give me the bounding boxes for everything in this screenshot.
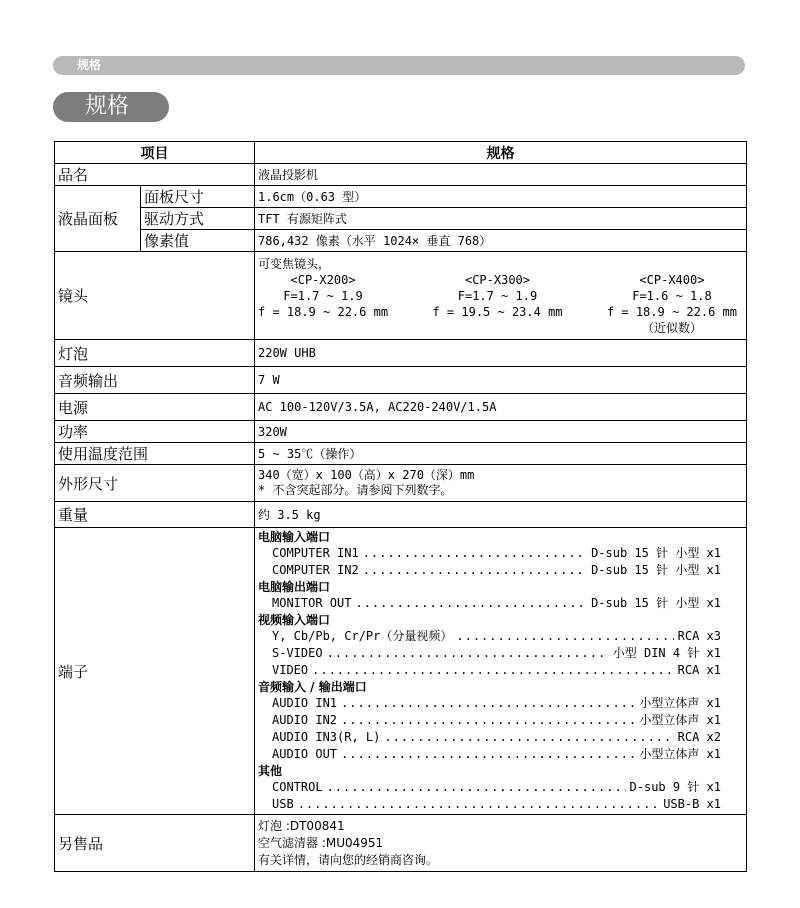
lens-focal: f = 18.9 ~ 22.6 mm (606, 304, 737, 319)
terminal-group-heading: 电脑输入端口 (258, 530, 331, 544)
terminal-item (258, 595, 743, 612)
column-header-spec: 规格 (255, 142, 747, 164)
dot-leader (456, 628, 673, 645)
row-value (255, 465, 747, 502)
lens-fno: F=1.7 ~ 1.9 (457, 288, 538, 303)
dimensions-note: * 不含突起部分。请参阅下列数字。 (258, 483, 453, 497)
sub-label: 面板尺寸 (141, 186, 255, 208)
column-header-item: 项目 (55, 142, 255, 164)
accessory-line: 有关详情，请向您的经销商咨询。 (258, 852, 439, 867)
terminal-spec: D-sub 15 针 小型 x1 (591, 596, 721, 610)
terminal-item (258, 712, 743, 729)
terminal-name: MONITOR OUT (272, 596, 352, 610)
terminal-spec: USB-B x1 (663, 797, 721, 811)
sub-label: 驱动方式 (141, 208, 255, 230)
terminal-spec: 小型 DIN 4 针 x1 (612, 646, 721, 660)
terminal-item (258, 545, 743, 562)
row-lamp (55, 340, 747, 367)
row-value: AC 100-120V/3.5A, AC220-240V/1.5A (255, 394, 747, 421)
row-label: 镜头 (55, 252, 255, 340)
terminal-name: AUDIO IN3(R, L) (272, 730, 381, 744)
row-lcd-drive-method (55, 208, 747, 230)
row-value: 320W (255, 421, 747, 443)
terminal-group-heading: 其他 (258, 764, 283, 778)
lens-model-x300 (432, 272, 562, 336)
terminal-item (258, 562, 743, 579)
row-power-consumption (55, 421, 747, 443)
terminal-spec: D-sub 15 针 小型 x1 (591, 563, 721, 577)
sub-label: 像素值 (141, 230, 255, 252)
dot-leader (341, 695, 635, 712)
row-audio-output (55, 367, 747, 394)
terminal-item (258, 662, 743, 679)
row-label: 端子 (55, 528, 255, 815)
row-value: 1.6cm（0.63 型） (255, 186, 747, 208)
row-value: TFT 有源矩阵式 (255, 208, 747, 230)
dot-leader (384, 729, 673, 746)
lens-fno: F=1.6 ~ 1.8 (632, 288, 712, 303)
row-terminals (55, 528, 747, 815)
terminal-spec: D-sub 15 针 小型 x1 (591, 546, 721, 560)
row-lcd-pixels (55, 230, 747, 252)
terminal-group-heading: 音频输入 / 输出端口 (258, 680, 367, 694)
terminal-spec: 小型立体声 x1 (639, 696, 721, 710)
row-value: 约 3.5 kg (255, 502, 747, 528)
terminal-name: S-VIDEO (272, 646, 323, 660)
table-header-row (55, 142, 747, 164)
terminal-name: AUDIO IN1 (272, 696, 338, 710)
terminal-spec: RCA x2 (677, 730, 721, 744)
terminal-item (258, 779, 743, 796)
dot-leader (341, 712, 635, 729)
terminal-name: COMPUTER IN2 (272, 563, 359, 577)
terminal-name: COMPUTER IN1 (272, 546, 359, 560)
row-lcd-panel-size (55, 186, 747, 208)
dot-leader (327, 645, 609, 662)
row-power (55, 394, 747, 421)
row-value: 7 W (255, 367, 747, 394)
terminal-name: VIDEO (272, 663, 309, 677)
row-value: 220W UHB (255, 340, 747, 367)
dimensions-line: 340（宽）x 100（高）x 270（深）mm (258, 468, 475, 482)
row-weight (55, 502, 747, 528)
row-label: 另售品 (55, 815, 255, 872)
row-label: 功率 (55, 421, 255, 443)
terminal-spec: D-sub 9 针 x1 (629, 780, 721, 794)
row-accessories (55, 815, 747, 872)
lens-model-name: <CP-X400> (639, 272, 705, 287)
lens-model-name: <CP-X300> (464, 272, 530, 287)
spec-table (54, 141, 747, 872)
row-dimensions (55, 465, 747, 502)
dot-leader (312, 662, 674, 679)
terminal-spec: 小型立体声 x1 (639, 747, 721, 761)
dot-leader (327, 779, 626, 796)
section-title-pill (53, 92, 169, 122)
terminal-item (258, 695, 743, 712)
row-value (255, 815, 747, 872)
terminal-item (258, 645, 743, 662)
row-lens (55, 252, 747, 340)
terminal-item (258, 628, 743, 645)
terminal-spec: 小型立体声 x1 (639, 713, 721, 727)
row-label: 音频输出 (55, 367, 255, 394)
accessory-line: 灯泡 :DT00841 (258, 818, 345, 833)
dot-leader (363, 562, 587, 579)
row-temperature (55, 443, 747, 465)
section-title: 规格 (85, 94, 130, 119)
row-label: 使用温度范围 (55, 443, 255, 465)
row-product-name (55, 164, 747, 186)
header-bar (53, 56, 745, 75)
row-label: 外形尺寸 (55, 465, 255, 502)
header-bar-label: 规格 (77, 58, 102, 72)
terminal-name: CONTROL (272, 780, 323, 794)
row-value: 5 ~ 35℃（操作） (255, 443, 747, 465)
lens-fno: F=1.7 ~ 1.9 (283, 288, 363, 303)
terminal-name: AUDIO IN2 (272, 713, 338, 727)
lens-models (258, 272, 743, 336)
lens-cell (255, 252, 747, 340)
accessory-line: 空气滤清器 :MU04951 (258, 835, 384, 850)
dot-leader (298, 796, 660, 813)
terminal-group-heading: 电脑输出端口 (258, 580, 331, 594)
lens-model-name: <CP-X200> (290, 272, 356, 287)
row-label: 品名 (55, 164, 255, 186)
terminal-name: USB (272, 797, 294, 811)
terminal-item (258, 729, 743, 746)
terminal-spec: RCA x3 (677, 629, 721, 643)
terminal-spec: RCA x1 (677, 663, 721, 677)
row-label: 重量 (55, 502, 255, 528)
row-value: 786,432 像素（水平 1024× 垂直 768） (255, 230, 747, 252)
lens-focal: f = 18.9 ~ 22.6 mm (258, 304, 389, 319)
terminals-cell (255, 528, 747, 815)
row-label: 电源 (55, 394, 255, 421)
dot-leader (355, 595, 587, 612)
terminal-name: AUDIO OUT (272, 747, 338, 761)
lens-note: （近似数） (641, 320, 702, 335)
terminal-group-heading: 视频输入端口 (258, 613, 331, 627)
lens-model-x400 (607, 272, 737, 336)
row-label-lcd-panel: 液晶面板 (55, 186, 141, 252)
dot-leader (363, 545, 587, 562)
terminal-item (258, 796, 743, 813)
row-value: 液晶投影机 (255, 164, 747, 186)
terminal-name: Y, Cb/Pb, Cr/Pr（分量视频） (272, 629, 453, 643)
row-label: 灯泡 (55, 340, 255, 367)
lens-model-x200 (258, 272, 388, 336)
lens-intro: 可变焦镜头， (258, 256, 331, 271)
dot-leader (341, 746, 635, 763)
lens-focal: f = 19.5 ~ 23.4 mm (432, 304, 563, 319)
terminal-item (258, 746, 743, 763)
